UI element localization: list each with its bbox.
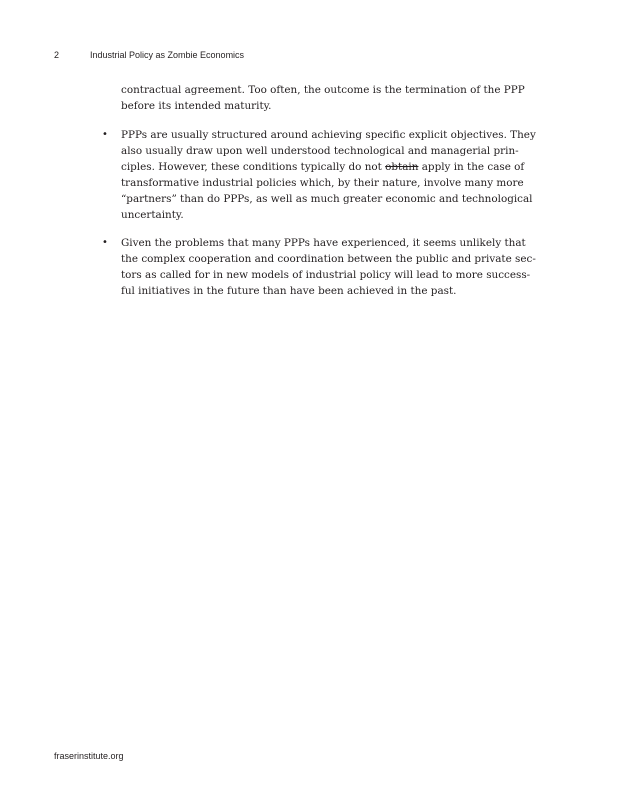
text-line: PPPs are usually structured around achieving specific explicit objectives. They <box>121 129 536 141</box>
bullet-icon: • <box>102 129 108 140</box>
text-line <box>121 159 525 175</box>
text-line: “partners” than do PPPs, as well as much greater economic and technological <box>121 193 533 205</box>
text-line: contractual agreement. Too often, the outcome is the termination of the PPP <box>121 84 525 96</box>
text-line: also usually draw upon well understood technological and managerial prin- <box>121 145 519 157</box>
text-line: ful initiatives in the future than have been achieved in the past. <box>121 285 457 297</box>
text-line: transformative industrial policies which, by their nature, involve many more <box>121 177 524 189</box>
page-number: 2 <box>54 50 60 60</box>
continuation-paragraph <box>121 82 525 114</box>
bullet-item-ppp-problems <box>102 235 536 299</box>
text-fragment: apply in the case of <box>418 161 525 173</box>
bullet-item-ppp-structure <box>102 127 536 223</box>
running-title: Industrial Policy as Zombie Economics <box>90 50 245 60</box>
text-line: Given the problems that many PPPs have experienced, it seems unlikely that <box>121 237 526 249</box>
text-fragment: ciples. However, these conditions typically do not <box>121 161 386 173</box>
bullet-icon: • <box>102 237 108 248</box>
struck-word: obtain <box>385 161 419 173</box>
text-line: uncertainty. <box>121 209 184 221</box>
body-text <box>102 82 536 299</box>
running-header <box>54 49 244 61</box>
text-line: before its intended maturity. <box>121 100 272 112</box>
footer-url: fraserinstitute.org <box>54 751 124 761</box>
text-line: the complex cooperation and coordination between the public and private sec- <box>121 253 536 265</box>
bullet-list <box>102 127 536 299</box>
text-line: tors as called for in new models of industrial policy will lead to more success- <box>121 269 531 281</box>
